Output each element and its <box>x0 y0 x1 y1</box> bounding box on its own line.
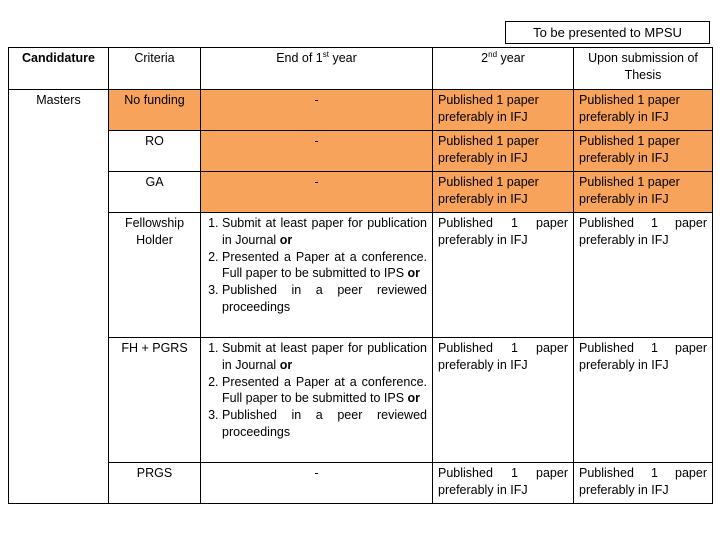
requirements-table <box>8 47 713 504</box>
mpsu-badge: To be presented to MPSU <box>505 21 710 44</box>
end-first-year-cell: - <box>201 131 433 172</box>
table-row <box>9 90 713 131</box>
second-year-cell: Published 1 paper preferably in IFJ <box>433 463 574 504</box>
header-second-year: 2nd year <box>433 48 574 90</box>
criteria-cell: PRGS <box>109 463 201 504</box>
header-criteria: Criteria <box>109 48 201 90</box>
step-item: 2. Presented a Paper at a conference. Full paper to be submitted to IPS or <box>222 374 427 408</box>
second-year-cell: Published 1 paper preferably in IFJ <box>433 172 574 213</box>
thesis-cell: Published 1 paper preferably in IFJ <box>574 213 713 338</box>
thesis-cell: Published 1 paper preferably in IFJ <box>574 131 713 172</box>
criteria-cell: GA <box>109 172 201 213</box>
second-year-cell: Published 1 paper preferably in IFJ <box>433 131 574 172</box>
criteria-cell: FH + PGRS <box>109 338 201 463</box>
header-end-first-year: End of 1st year <box>201 48 433 90</box>
thesis-cell: Published 1 paper preferably in IFJ <box>574 338 713 463</box>
header-thesis: Upon submission of Thesis <box>574 48 713 90</box>
end-first-year-cell <box>201 213 433 338</box>
second-year-cell: Published 1 paper preferably in IFJ <box>433 213 574 338</box>
criteria-cell: No funding <box>109 90 201 131</box>
step-item: 2. Presented a Paper at a conference. Full paper to be submitted to IPS or <box>222 249 427 283</box>
end-first-year-cell: - <box>201 90 433 131</box>
thesis-cell: Published 1 paper preferably in IFJ <box>574 463 713 504</box>
thesis-cell: Published 1 paper preferably in IFJ <box>574 90 713 131</box>
step-item: 3. Published in a peer reviewed proceedings <box>222 282 427 316</box>
requirement-steps <box>206 340 427 441</box>
step-item: 1. Submit at least paper for publication in Journal or <box>222 215 427 249</box>
table-row <box>9 338 713 463</box>
header-candidature: Candidature <box>9 48 109 90</box>
criteria-cell: RO <box>109 131 201 172</box>
end-first-year-cell: - <box>201 463 433 504</box>
table-row <box>9 131 713 172</box>
header-row <box>9 48 713 90</box>
criteria-cell: Fellowship Holder <box>109 213 201 338</box>
thesis-cell: Published 1 paper preferably in IFJ <box>574 172 713 213</box>
second-year-cell: Published 1 paper preferably in IFJ <box>433 338 574 463</box>
table-row <box>9 463 713 504</box>
table-row <box>9 213 713 338</box>
table-row <box>9 172 713 213</box>
requirement-steps <box>206 215 427 316</box>
end-first-year-cell <box>201 338 433 463</box>
end-first-year-cell: - <box>201 172 433 213</box>
step-item: 1. Submit at least paper for publication in Journal or <box>222 340 427 374</box>
step-item: 3. Published in a peer reviewed proceedings <box>222 407 427 441</box>
second-year-cell: Published 1 paper preferably in IFJ <box>433 90 574 131</box>
candidature-masters: Masters <box>9 90 109 504</box>
